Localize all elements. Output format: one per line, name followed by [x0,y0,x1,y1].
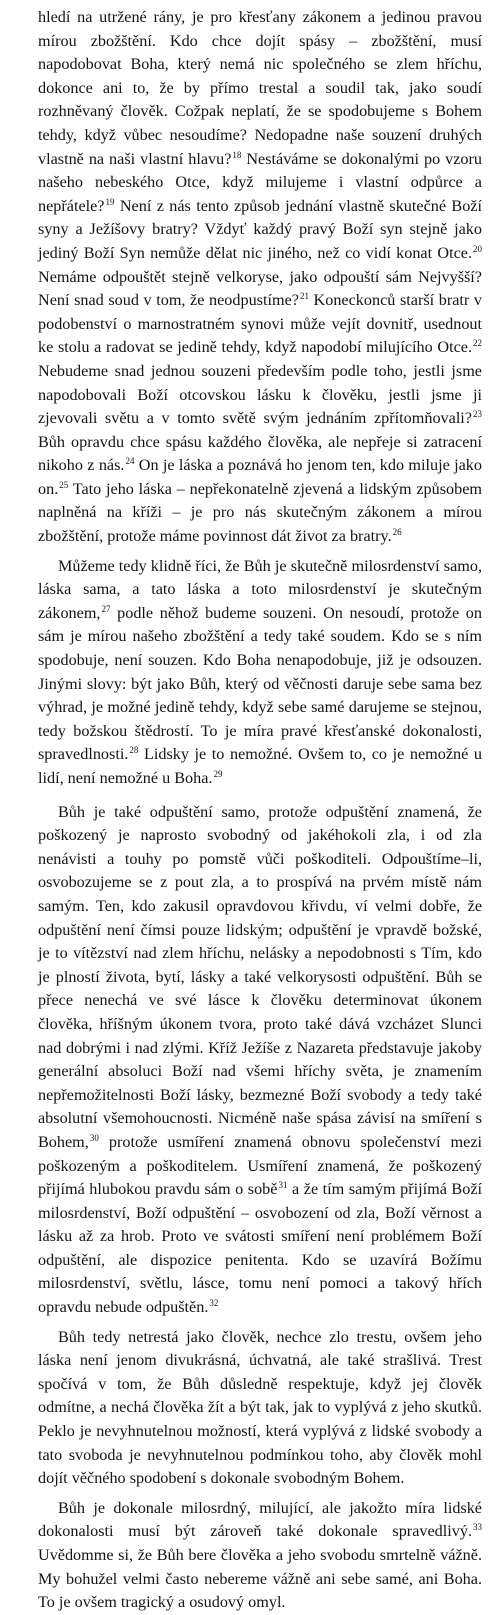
footnote-marker: 30 [89,1132,99,1143]
paragraph-text: Bůh tedy netrestá jako člověk, nechce zlo trestu, ovšem jeho láska není jenom divukrásná, úchvatná, ale také strašlivá. Trest spočívá v tom, že Bůh důsledně respektuje, když jej člověk odmítne, a nechá člověka žít a být tak, jak to vyplývá z jeho skutků. Peklo je nevyhnutelnou možností, která vyplývá z lidské svobody a tato svoboda je nevyhnutelnou podmínkou toho, aby člověk mohl dojít věčného spodobení s dokonale svobodným Bohem. [38,1327,482,1488]
paragraph-5 [38,1497,482,1615]
paragraph-text: Tato jeho láska – nepřekonatelně zjevená a lidským způsobem naplněná na kříži – je pro nás skutečným zákonem a mírou zbožštění, protože máme povinnost dát život za bratry. [38,479,482,546]
paragraph-text: a že tím samým přijímá Boží milosrdenství, Boží odpuštění – osvobození od zla, Boží věrnost a lásku až za hrob. Proto ve svátosti smíření není problémem Boží odpuštění, ale dispozice penitenta. Kdo se uzavírá Božímu milosrdenství, světlu, lásce, tomu není pomoci a takový hřích opravdu nebude odpuštěn. [38,1180,483,1317]
paragraph-text: Lidsky je to nemožné. Ovšem to, co je nemožné u lidí, není nemožné u Boha. [38,745,482,787]
footnote-marker: 24 [125,456,135,467]
paragraph-text: On je láska a poznává ho jenom ten, kdo miluje jako on. [38,456,482,498]
paragraph-text: Můžeme tedy klidně říci, že Bůh je skutečně milosrdenství samo, láska sama, a tato láska a toto milosrdenství je skutečným zákonem, [38,556,482,622]
paragraph-text: Bůh opravdu chce spásu každého člověka, ale nepřeje si zatracení nikoho z nás. [38,432,482,475]
footnote-marker: 20 [473,243,482,254]
paragraph-text: Koneckonců starší bratr v podobenství o marnostratném synovi může vejít dovnitř, usednout ke stolu a radovat se jedině tehdy, když napodobí milujícího Otce. [38,291,482,357]
footnote-marker: 29 [213,769,223,779]
paragraph-1 [38,6,482,549]
footnote-marker: 25 [59,479,69,490]
paragraph-text: Bůh je dokonale milosrdný, milující, ale jakožto míra lidské dokonalosti musí být zároveň také dokonale spravedlivý. [38,1498,482,1541]
book-page-text [38,6,482,1615]
footnote-marker: 32 [209,1298,219,1309]
footnote-marker: 21 [299,291,309,302]
paragraph-text: hledí na utržené rány, je pro křesťany zákonem a jedinou pravou mírou zbožštění. Kdo chce dojít spásy – zbožštění, musí napodobovat Boha, který nemá nic společného se zlem hříchu, dokonce ani to, že by přímo trestal a soudil tak, jako soudí rozhněvaný člověk. Cožpak neplatí, že se spodobujeme s Bohem tehdy, když vůbec nesoudíme? Nedopadne naše souzení druhých vlastně na naši vlastní hlavu? [38,8,482,168]
paragraph-text: podle něhož budeme souzeni. On nesoudí, protože on sám je mírou našeho zbožštění a tedy také soudem. Kdo se s ním spodobuje, není souzen. Kdo Boha nenapodobuje, již je odsouzen. Jinými slovy: být jako Bůh, který od věčnosti daruje sebe sama bez výhrad, je možné jedině tehdy, když sebe samé darujeme se stejnou, tedy božskou štědrostí. To je míra pravé křesťanské dokonalosti, spravedlnosti. [38,603,482,764]
footnote-marker: 22 [473,338,482,349]
footnote-marker: 33 [473,1522,482,1533]
paragraph-text: protože usmíření znamená obnovu společenství mezi poškozeným a poškoditelem. Usmíření znamená, že poškozený přijímá hlubokou pravdu sám o sobě [38,1132,482,1199]
footnote-marker: 23 [473,409,482,420]
paragraph-text: Není z nás tento způsob jednání vlastně skutečné Boží syny a Ježíšovy bratry? Vždyť každý pravý Boží syn stejně jako jediný Boží Syn nemůže dělat nic jiného, než co vidí konat Otce. [38,196,482,262]
footnote-marker: 31 [278,1180,288,1191]
footnote-marker: 28 [129,745,139,756]
paragraph-3 [38,801,482,1320]
paragraph-text: Uvědomme si, že Bůh bere člověka a jeho svobodu smrtelně vážně. My bohužel velmi často nebereme vážně ani sebe samé, ani Boha. To je ovšem tragický a osudový omyl. [38,1546,482,1612]
paragraph-text: Nemáme odpouštět stejně velkoryse, jako odpouští sám Nejvyšší? Není snad soud v tom, že neodpustíme? [38,267,482,310]
paragraph-4 [38,1326,482,1491]
paragraph-text: Nebudeme snad jednou souzeni především podle toho, jestli jsme napodobovali Boží otcovskou lásku k člověku, jestli jsme ji zjevovali světu a v tomto světě svým jednáním zpřítomňovali? [38,361,482,428]
paragraph-2 [38,555,482,791]
paragraph-text: Bůh je také odpuštění samo, protože odpuštění znamená, že poškozený je naprosto svobodný od jakéhokoli zla, i od zla nenávisti a touhy po pomstě vůči poškoditeli. Odpouštíme–li, osvobozujeme se z pout zla, a to prospívá na prvém místě nám samým. Ten, kdo zakusil opravdovou křivdu, ví velmi dobře, že odpuštění není čímsi pouze lidským; odpuštění je vpravdě božské, je to vítězství nad zlem hříchu, nelásky a nepodobnosti s Tím, kdo je plností života, bytí, lásky a také velkorysosti odpuštění. Bůh se přece nenechá ve své lásce k člověku determinovat úkonem člověka, hříšným úkonem tvora, proto také dává vzcházet Slunci nad dobrými i nad zlými. Kříž Ježíše z Nazareta představuje jakoby generální absoluci Boží nad všemi hříchy světa, je znamením nepřemožitelnosti Boží lásky, bezmezné Boží svobody a tedy také absolutní všemohoucnosti. Nicméně naše spása závisí na smíření s Bohem, [38,802,482,1151]
footnote-marker: 19 [105,196,115,207]
footnote-marker: 18 [232,149,242,160]
paragraph-text: Nestáváme se dokonalými po vzoru našeho nebeského Otce, když milujeme i vlastní odpůrce a nepřátele? [38,149,482,215]
footnote-marker: 26 [392,527,402,538]
footnote-marker: 27 [101,603,111,614]
